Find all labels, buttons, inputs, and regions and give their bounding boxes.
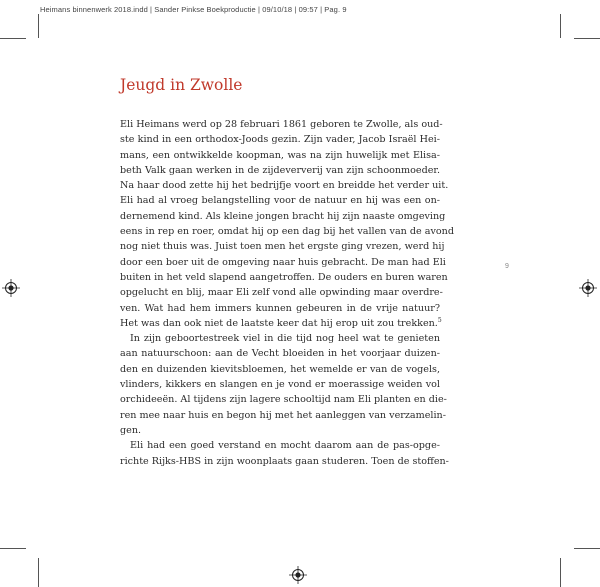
text-line: vlinders, kikkers en slangen en je vond er moerassige weiden vol <box>120 379 440 391</box>
text-line: nog niet thuis was. Juist toen men het ergste ging vrezen, werd hij <box>120 241 445 253</box>
text-line: eens in rep en roer, omdat hij op een dag bij het vallen van de avond <box>120 226 454 238</box>
text-line: den en duizenden kievitsbloemen, het wemelde er van de vogels, <box>120 363 440 375</box>
text-line: ven. Wat had hem immers kunnen gebeuren in de vrije natuur? <box>120 302 440 314</box>
crop-mark-top-left-v <box>38 14 39 38</box>
text-line: Eli had al vroeg belangstelling voor de natuur en hij was een on- <box>120 195 440 207</box>
crop-mark-bottom-right-v <box>560 558 561 587</box>
text-line: Eli had een goed verstand en mocht daarom aan de pas-opge- <box>130 440 440 452</box>
registration-mark-left-icon <box>2 279 20 297</box>
text-line: mans, een ontwikkelde koopman, was na zijn huwelijk met Elisa- <box>120 149 440 161</box>
text-line: opgelucht en blij, maar Eli zelf vond alle opwinding maar overdre- <box>120 287 443 299</box>
text-line: orchideeën. Al tijdens zijn lagere schooltijd nam Eli planten en die- <box>120 394 447 406</box>
crop-mark-bottom-left-h <box>0 548 26 549</box>
crop-mark-bottom-right-h <box>574 548 600 549</box>
crop-mark-top-right-h <box>574 38 600 39</box>
footnote-reference[interactable]: 5 <box>437 316 442 324</box>
text-line: dernemend kind. Als kleine jongen bracht hij zijn naaste omgeving <box>120 210 446 222</box>
text-line: Na haar dood zette hij het bedrijfje voort en breidde het verder uit. <box>120 180 449 192</box>
crop-mark-top-right-v <box>560 14 561 38</box>
text-line: gen. <box>120 424 142 436</box>
text-line: beth Valk gaan werken in de zijdeververij van zijn schoonmoeder. <box>120 164 440 176</box>
text-line: Eli Heimans werd op 28 februari 1861 geboren te Zwolle, als oud- <box>120 119 443 130</box>
body-text <box>120 117 454 469</box>
registration-mark-right-icon <box>579 279 597 297</box>
page-number: 9 <box>505 263 509 270</box>
registration-mark-bottom-icon <box>289 566 307 584</box>
text-line-with-footnote <box>120 316 440 331</box>
text-line: ren mee naar huis en begon hij met het aanleggen van verzamelin- <box>120 409 446 421</box>
text-line: buiten in het veld slapend aangetroffen. De ouders en buren waren <box>120 271 448 283</box>
text-line: In zijn geboortestreek viel in die tijd nog heel wat te genieten <box>130 333 440 345</box>
print-slug: Heimans binnenwerk 2018.indd | Sander Pinkse Boekproductie | 09/10/18 | 09:57 | Pag. 9 <box>40 5 347 14</box>
text-line: ste kind in een orthodox-Joods gezin. Zijn vader, Jacob Israël Hei- <box>120 134 440 146</box>
crop-mark-top-left-h <box>0 38 26 39</box>
crop-mark-bottom-left-v <box>38 558 39 587</box>
text-line: door een boer uit de omgeving naar huis gebracht. De man had Eli <box>120 256 446 268</box>
text-line: aan natuurschoon: aan de Vecht bloeiden in het voorjaar duizen- <box>120 348 440 360</box>
chapter-title: Jeugd in Zwolle <box>120 76 243 94</box>
text-line: richte Rijks-HBS in zijn woonplaats gaan studeren. Toen de stoffen- <box>120 455 449 467</box>
text-line: Het was dan ook niet de laatste keer dat hij erop uit zou trekken. <box>120 317 438 329</box>
